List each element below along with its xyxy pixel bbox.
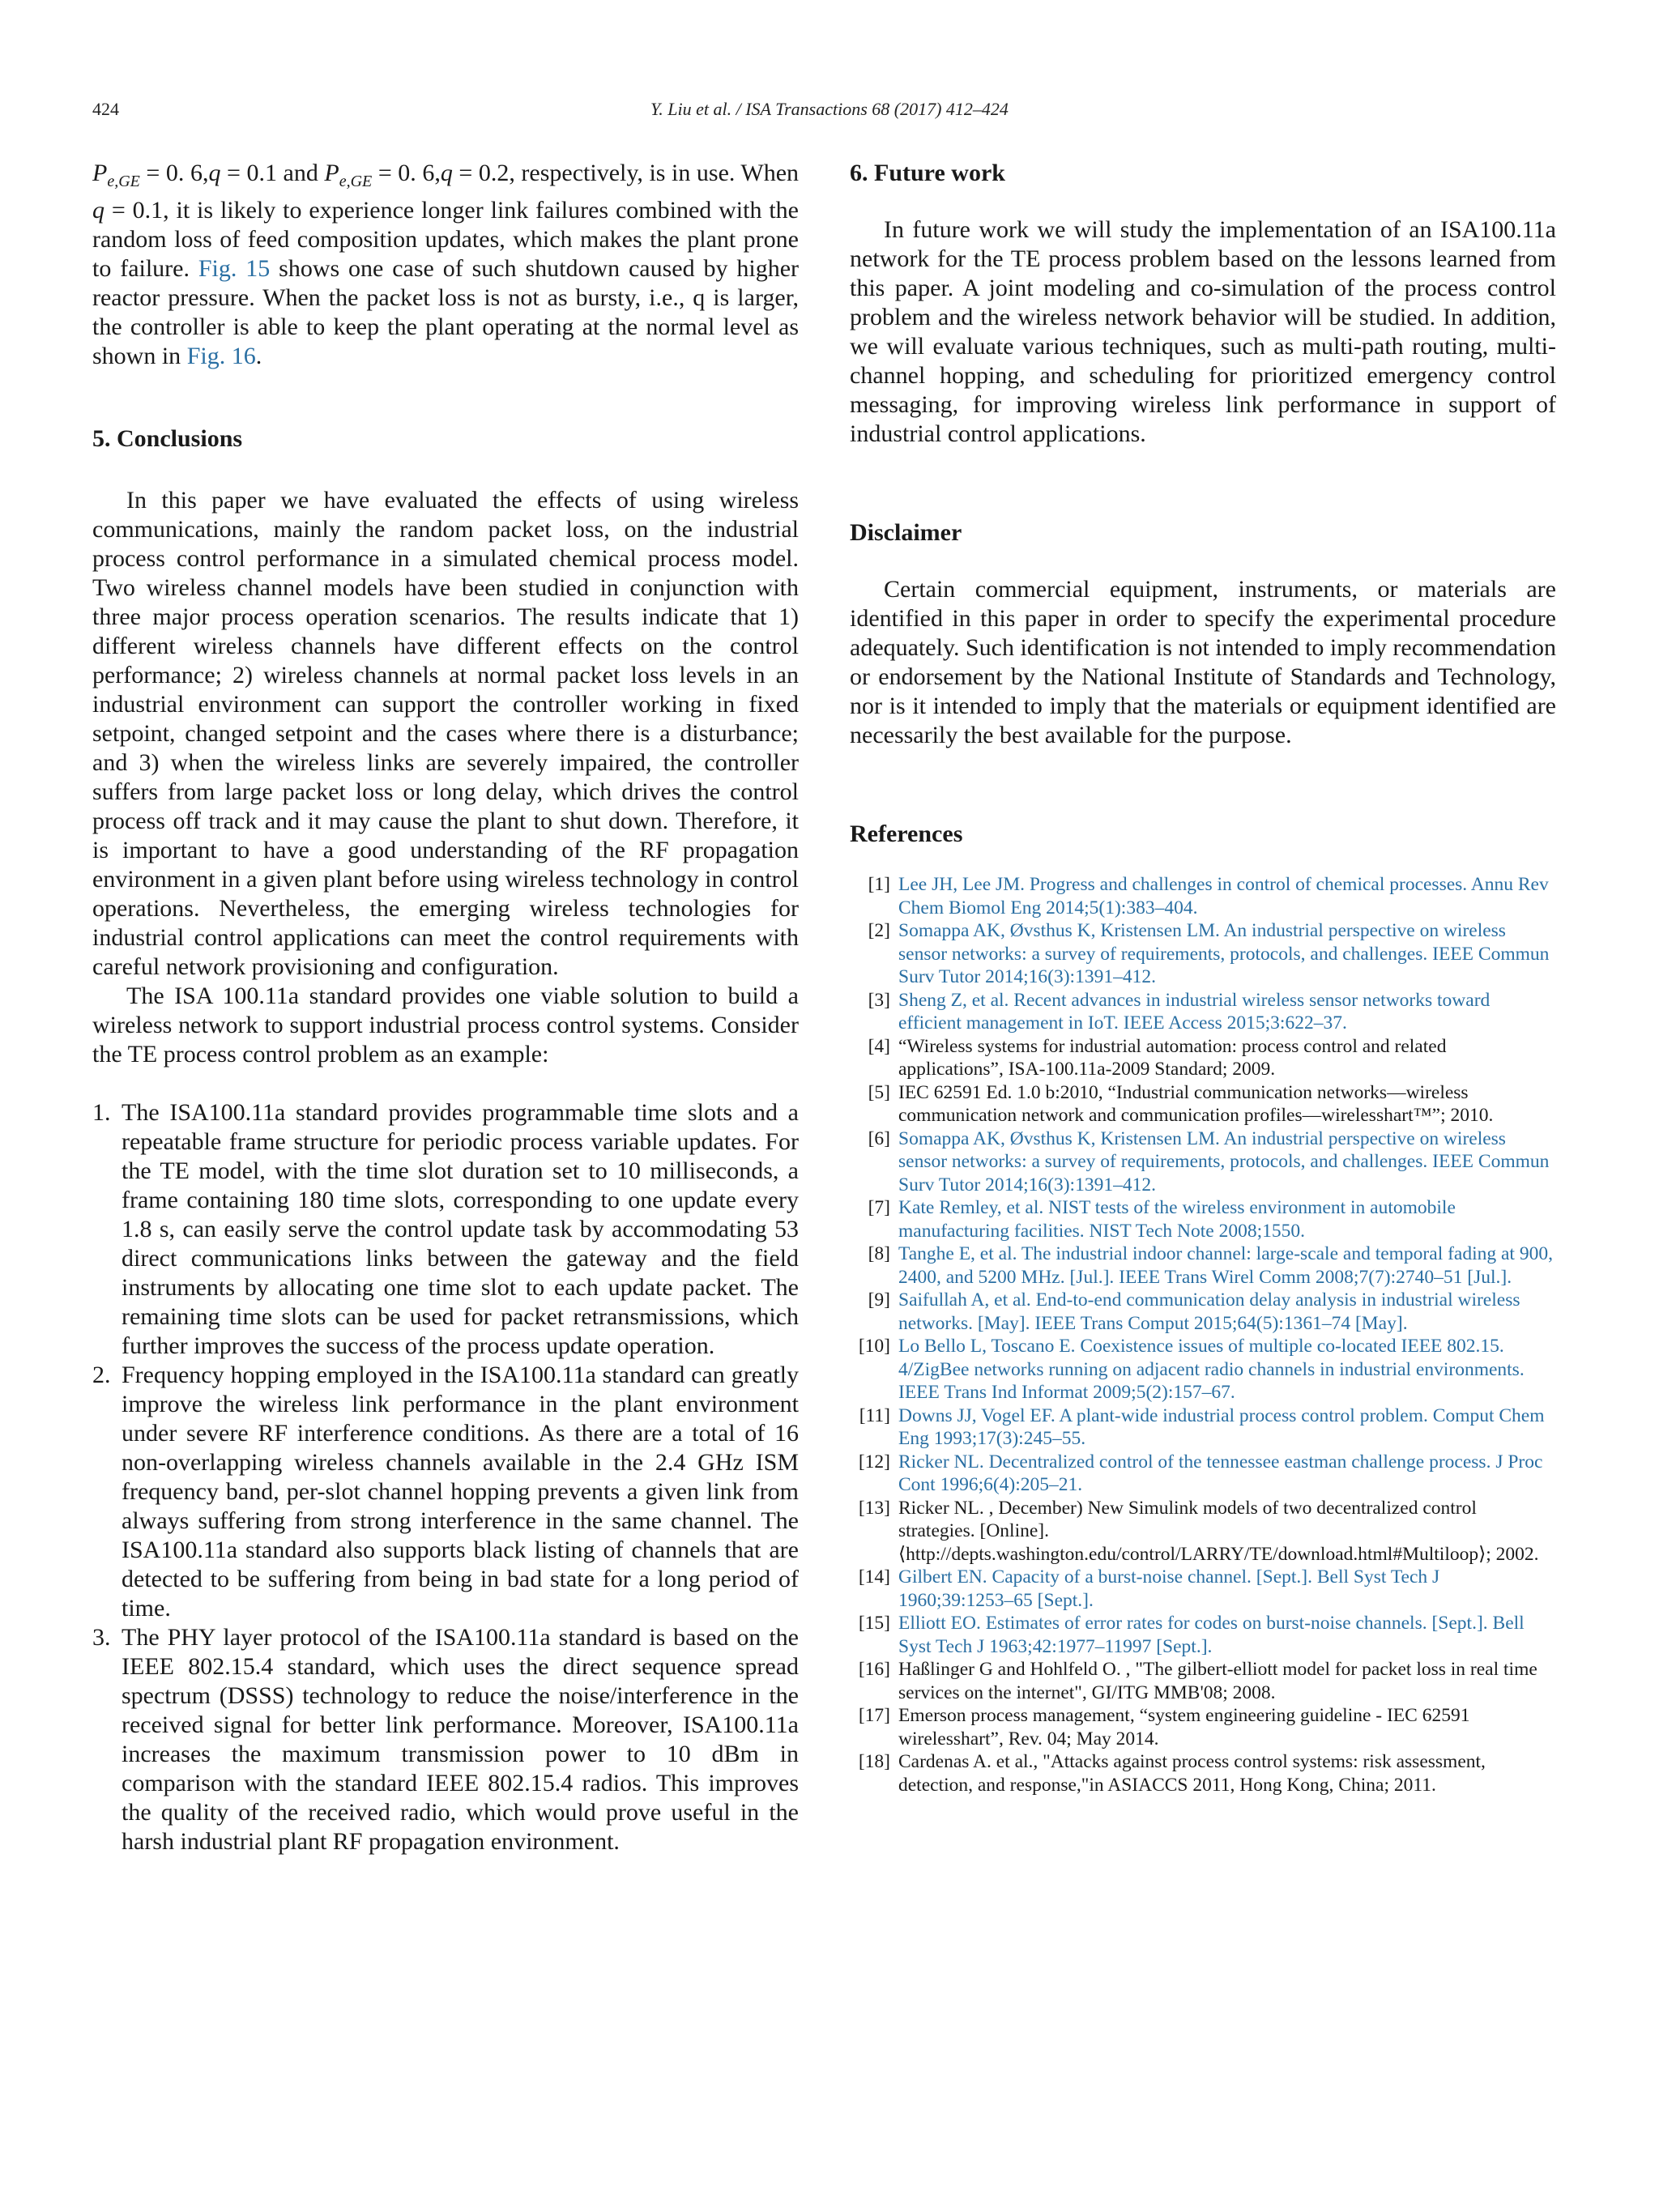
list-item: 1. The ISA100.11a standard provides programmable time slots and a repeatable frame structure for periodic process variable updates. For the TE model, with the time slot duration set to 10 milliseconds, a frame containing 180 time slots, corresponding to one update every 1.8 s, can easily serve the control update task by accommodating 53 direct communications links between the gateway and the field instruments by allocating one time slot to each update packet. The remaining time slots can be used for packet retransmissions, which further improves the success of the process update operation.: [92, 1099, 799, 1359]
reference-number: [16]: [858, 1659, 890, 1680]
reference-number: [15]: [858, 1613, 890, 1634]
reference-link[interactable]: Sheng Z, et al. Recent advances in industrial wireless sensor networks toward efficient management in IoT. IEEE Access 2015;3:622–37.: [898, 989, 1491, 1034]
reference-item: [850, 1081, 1556, 1127]
reference-link[interactable]: Saifullah A, et al. End-to-end communication delay analysis in industrial wireless networks. [May]. IEEE Trans Comput 2015;64(5):1361–74 [May].: [898, 1289, 1520, 1334]
reference-text: “Wireless systems for industrial automation: process control and related applications”, ISA-100.11a-2009 Standard; 2009.: [898, 1035, 1447, 1080]
reference-item: [850, 1612, 1556, 1658]
reference-item: [850, 1497, 1556, 1566]
reference-text: Ricker NL. , December) New Simulink models of two decentralized control strategies. [Online]. ⟨http://depts.washington.edu/control/LARRY/TE/download.html#Multiloop⟩; 2002.: [898, 1497, 1539, 1565]
fig16-link[interactable]: Fig. 16: [186, 343, 256, 369]
reference-item: [850, 873, 1556, 919]
list-item: 3. The PHY layer protocol of the ISA100.11a standard is based on the IEEE 802.15.4 standard, which uses the direct sequence spread spectrum (DSSS) technology to reduce the noise/interference in the received signal for better link performance. Moreover, ISA100.11a increases the maximum transmission power to 10 dBm in comparison with the standard IEEE 802.15.4 radios. This improves the quality of the received radio, which would prove useful in the harsh industrial plant RF propagation environment.: [92, 1624, 799, 1855]
reference-number: [11]: [859, 1404, 890, 1426]
reference-link[interactable]: Lee JH, Lee JM. Progress and challenges in control of chemical processes. Annu Rev Chem Biomol Eng 2014;5(1):383–404.: [898, 874, 1549, 918]
reference-number: [5]: [868, 1081, 890, 1103]
reference-number: [3]: [868, 989, 890, 1011]
reference-link[interactable]: Kate Remley, et al. NIST tests of the wireless environment in automobile manufacturing facilities. NIST Tech Note 2008;1550.: [898, 1197, 1456, 1242]
reference-item: [850, 1704, 1556, 1750]
conclusions-heading: 5. Conclusions: [92, 425, 243, 452]
reference-number: [13]: [858, 1497, 890, 1519]
reference-item: [850, 989, 1556, 1035]
reference-number: [14]: [858, 1566, 890, 1588]
list-item: 2. Frequency hopping employed in the ISA100.11a standard can greatly improve the wireless link performance in the plant environment under severe RF interference conditions. As there are a total of 16 non-overlapping wireless channels available in the 2.4 GHz ISM frequency band, per-slot channel hopping prevents a given link from always suffering from strong interference in the same channel. The ISA100.11a standard also supports black listing of channels that are detected to be suffering from being in bad state for a long period of time.: [92, 1362, 799, 1622]
reference-item: [850, 1196, 1556, 1242]
reference-link[interactable]: Downs JJ, Vogel EF. A plant-wide industrial process control problem. Comput Chem Eng 1993;17(3):245–55.: [898, 1404, 1545, 1449]
reference-item: [850, 1404, 1556, 1451]
references-heading: References: [850, 820, 963, 847]
reference-text: Emerson process management, “system engineering guideline - IEC 62591 wirelesshart”, Rev. 04; May 2014.: [898, 1705, 1470, 1750]
reference-number: [12]: [858, 1451, 890, 1473]
fig15-link[interactable]: Fig. 15: [198, 255, 271, 282]
intro-paragraph: $P_{e,GE} = 0$. 6,q = 0.1 and $P_{e,GE} = 0$. 6,q = 0.2, respectively, is in use. When q = 0.1, it is likely to experience longer link failures combined with the random loss of feed composition updates, which makes the plant prone to failure. Fig. 15 shows one case of such shutdown caused by higher reactor pressure. When the packet loss is not as bursty, i.e., q is larger, the controller is able to keep the plant operating at the normal level as shown in Fig. 16.: [92, 160, 800, 369]
right-column: [850, 159, 1556, 1796]
reference-text: IEC 62591 Ed. 1.0 b:2010, “Industrial communication networks—wireless communication network and communication profiles—wirelesshart™”; 2010.: [898, 1081, 1494, 1126]
reference-number: [6]: [868, 1127, 890, 1149]
reference-item: [850, 1566, 1556, 1612]
reference-link[interactable]: Ricker NL. Decentralized control of the tennessee eastman challenge process. J Proc Cont 1996;6(4):205–21.: [898, 1451, 1543, 1495]
reference-item: [850, 1658, 1556, 1704]
reference-item: [850, 1035, 1556, 1081]
reference-number: [2]: [868, 920, 890, 941]
reference-link[interactable]: Somappa AK, Øvsthus K, Kristensen LM. An industrial perspective on wireless sensor networks: a survey of requirements, protocols, and challenges. IEEE Commun Surv Tutor 2014;16(3):1391–412.: [898, 1127, 1550, 1196]
disclaimer-paragraph: Certain commercial equipment, instruments, or materials are identified in this paper in order to specify the experimental procedure adequately. Such identification is not intended to imply recommendation or endorsement by the National Institute of Standards and Technology, nor is it intended to imply that the materials or equipment identified are necessarily the best available for the purpose.: [850, 576, 1557, 748]
references-list: [850, 873, 1556, 1796]
future-work-paragraph: In future work we will study the implementation of an ISA100.11a network for the TE process problem based on the lessons learned from this paper. A joint modeling and co-simulation of the process control problem and the wireless network behavior will be studied. In addition, we will evaluate various techniques, such as multi-path routing, multi-channel hopping, and scheduling for prioritized emergency control messaging, for improving wireless link performance in support of industrial control applications.: [850, 216, 1556, 447]
reference-item: [850, 1335, 1556, 1404]
reference-item: [850, 919, 1556, 989]
conclusions-paragraph-1: In this paper we have evaluated the effects of using wireless communications, mainly the random packet loss, on the industrial process control performance in a simulated chemical process model. Two wireless channel models have been studied in conjunction with three major process operation scenarios. The results indicate that 1) different wireless channels have different effects on the control performance; 2) wireless channels at normal packet loss levels in an industrial environment can support the controller working in fixed setpoint, changed setpoint and the cases where there is a disturbance; and 3) when the wireless links are severely impaired, the controller suffers from large packet loss or long delay, which drives the control process off track and it may cause the plant to shut down. Therefore, it is important to have a good understanding of the RF propagation environment in a given plant before using wireless technology in control operations. Nevertheless, the emerging wireless technologies for industrial control applications can meet the control requirements with careful network provisioning and configuration.: [92, 487, 799, 980]
future-work-heading: 6. Future work: [850, 160, 1005, 186]
reference-item: [850, 1242, 1556, 1289]
reference-number: [4]: [868, 1035, 890, 1057]
reference-number: [7]: [868, 1197, 890, 1218]
disclaimer-heading: Disclaimer: [850, 519, 962, 546]
reference-link[interactable]: Gilbert EN. Capacity of a burst-noise channel. [Sept.]. Bell Syst Tech J 1960;39:1253–65 [Sept.].: [898, 1566, 1440, 1611]
reference-text: Cardenas A. et al., "Attacks against process control systems: risk assessment, detection, and response,"in ASIACCS 2011, Hong Kong, China; 2011.: [898, 1751, 1486, 1796]
reference-item: [850, 1127, 1556, 1197]
reference-number: [18]: [858, 1751, 890, 1772]
left-column: [92, 159, 799, 1856]
reference-item: [850, 1750, 1556, 1796]
reference-number: [17]: [858, 1705, 890, 1726]
conclusions-paragraph-2: The ISA 100.11a standard provides one viable solution to build a wireless network to support industrial process control systems. Consider the TE process control problem as an example:: [92, 982, 799, 1068]
reference-number: [10]: [858, 1336, 890, 1357]
reference-link[interactable]: Elliott EO. Estimates of error rates for codes on burst-noise channels. [Sept.]. Bell Syst Tech J 1963;42:1977–11997 [Sept.].: [898, 1613, 1525, 1657]
reference-link[interactable]: Tanghe E, et al. The industrial indoor channel: large-scale and temporal fading at 900, 2400, and 5200 MHz. [Jul.]. IEEE Trans Wirel Comm 2008;7(7):2740–51 [Jul.].: [898, 1243, 1553, 1288]
numbered-list: [92, 1098, 799, 1856]
reference-number: [8]: [868, 1243, 890, 1264]
reference-item: [850, 1451, 1556, 1497]
reference-number: [9]: [868, 1289, 890, 1311]
reference-link[interactable]: Somappa AK, Øvsthus K, Kristensen LM. An industrial perspective on wireless sensor networks: a survey of requirements, protocols, and challenges. IEEE Commun Surv Tutor 2014;16(3):1391–412.: [898, 920, 1550, 987]
reference-number: [1]: [868, 874, 890, 895]
reference-link[interactable]: Lo Bello L, Toscano E. Coexistence issues of multiple co-located IEEE 802.15. 4/ZigBee networks running on adjacent radio channels in industrial environments. IEEE Trans Ind Informat 2009;5(2):157–67.: [898, 1336, 1525, 1403]
page-number: 424: [92, 99, 119, 119]
reference-text: Haßlinger G and Hohlfeld O. , "The gilbert-elliott model for packet loss in real time services on the internet", GI/ITG MMB'08; 2008.: [898, 1659, 1537, 1703]
running-head: Y. Liu et al. / ISA Transactions 68 (2017) 412–424: [650, 99, 1009, 119]
reference-item: [850, 1289, 1556, 1335]
